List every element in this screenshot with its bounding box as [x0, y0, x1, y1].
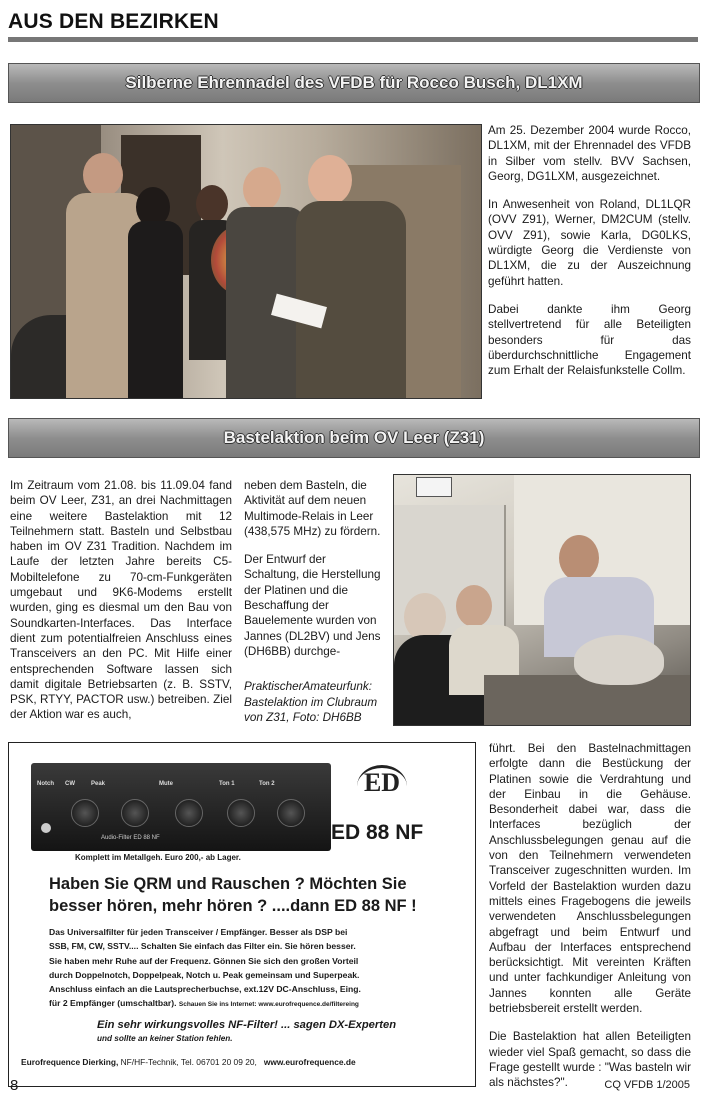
- person3-head: [196, 185, 228, 223]
- man3-head: [559, 535, 599, 581]
- ad-body-line-text: für 2 Empfänger (umschaltbar).: [49, 998, 177, 1009]
- ad-price: Komplett im Metallgeh. Euro 200,- ab Lager.: [75, 853, 241, 862]
- device-label-notch: Notch: [37, 781, 54, 787]
- section-rule: [8, 37, 698, 42]
- man2-head: [456, 585, 492, 627]
- article2-paragraph: Im Zeitraum vom 21.08. bis 11.09.04 fand beim OV Leer, Z31, an drei Nachmittagen eine weitere Bastelaktion mit 12 Teilnehmern statt. Basteln und Selbstbau haben im OV Z31 Tradition. Nachdem im Laufe der letzten Jahre bereits C5-Mobiltelefone zu 70-cm-Funkgeräten umgebaut und 9K6-Modems erstellt wurden, ging es diesmal um den Bau von Soundkarten-Interfaces. Das Interface dient zum potentialfreien Anschluss eines Transceivers an den PC. Mit Hilfe einer entsprechenden Software lassen sich damit digitale Betriebsarten (z. B. SSTV, PSK, RTYY, PACTOR usw.) betreiben. Ziel der Aktion war es auch,: [10, 479, 232, 722]
- issue-label: CQ VFDB 1/2005: [604, 1079, 690, 1091]
- device-label-ton1: Ton 1: [219, 781, 235, 787]
- article1-title: Silberne Ehrennadel des VFDB für Rocco Busch, DL1XM: [125, 73, 583, 92]
- article1-banner: [8, 63, 700, 103]
- article2-banner: [8, 418, 700, 458]
- filter-device: [31, 763, 331, 851]
- article1-text: [488, 123, 691, 391]
- article1-paragraph: Am 25. Dezember 2004 wurde Rocco, DL1XM, mit der Ehrennadel des VFDB in Silber vom stellv. BVV Sachsen, Georg, DG1LXM, ausgezeichnet.: [488, 124, 691, 183]
- article2-paragraph: neben dem Basteln, die Aktivität auf dem neuen Multimode-Relais in Leer (438,575 MHz) zu fördern.: [244, 479, 381, 538]
- article1-paragraph: In Anwesenheit von Roland, DL1LQR (OVV Z91), Werner, DM2CUM (stellv. OVV Z91), sowie Karla, DG0LKS, würdigte Georg die Verdienste von DL1XM, die zu der Auszeichnung geführt hatten.: [488, 198, 691, 288]
- knob-ton1: [227, 799, 255, 827]
- knob-notch: [71, 799, 99, 827]
- man1-head: [404, 593, 446, 641]
- ad-headline-1: Haben Sie QRM und Rauschen ? Möchten Sie: [49, 875, 407, 893]
- person1-head: [83, 153, 123, 197]
- ed-logo: ED: [357, 765, 407, 808]
- exit-sign: [416, 477, 452, 497]
- knob-mute: [175, 799, 203, 827]
- article1-paragraph: Dabei dankte ihm Georg stellvertretend für alle Beteiligten besonders für das überdurchschnittliche Engagement zum Erhalt der Relaisfunkstelle Collm.: [488, 302, 691, 378]
- article2-column1: [10, 478, 232, 736]
- knob-peak: [121, 799, 149, 827]
- person4-head: [243, 167, 281, 211]
- device-model-label: Audio-Filter ED 88 NF: [101, 835, 160, 841]
- article2-paragraph: Der Entwurf der Schaltung, die Herstellung der Platinen und die Beschaffung der Bauelemente wurden von Jannes (DL2BV) und Jens (DH6BB) durchge-: [244, 553, 381, 658]
- ad-body-line: Das Universalfilter für jeden Transceiver / Empfänger. Besser als DSP bei: [49, 927, 348, 937]
- person2-body: [128, 221, 183, 398]
- article2-title: Bastelaktion beim OV Leer (Z31): [223, 428, 485, 447]
- device-label-peak: Peak: [91, 781, 106, 787]
- workbench: [484, 675, 690, 725]
- ad-slogan-1: Ein sehr wirkungsvolles NF-Filter! ... sagen DX-Experten: [97, 1019, 397, 1031]
- ad-slogan-2: und sollte an keiner Station fehlen.: [97, 1034, 233, 1043]
- article2-column3: [489, 741, 691, 1104]
- photo-caption: PraktischerAmateurfunk: Bastelaktion im Clubraum von Z31, Foto: DH6BB: [244, 680, 378, 724]
- ad-website: www.eurofrequence.de: [263, 1057, 356, 1067]
- ad-body-line: SSB, FM, CW, SSTV.... Schalten Sie einfach das Filter ein. Sie hören besser.: [49, 941, 356, 952]
- knob-ton2: [277, 799, 305, 827]
- bald-man-head: [574, 635, 664, 685]
- ad-body: [49, 925, 361, 1013]
- person5-head: [308, 155, 352, 205]
- ad-body-line: Sie haben mehr Ruhe auf der Frequenz. Gönnen Sie sich den großen Vorteil: [49, 955, 359, 966]
- device-label-ton2: Ton 2: [259, 781, 275, 787]
- power-jack: [41, 823, 51, 833]
- page-number: 8: [10, 1077, 19, 1094]
- ad-contact: [21, 1057, 356, 1067]
- workshop-photo: [393, 474, 691, 726]
- ad-body-line: Anschluss einfach an die Lautsprecherbuchse, ext.12V DC-Anschluss, Eing.: [49, 984, 361, 995]
- ad-contact-details: NF/HF-Technik, Tel. 06701 20 09 20,: [118, 1057, 257, 1067]
- section-title: AUS DEN BEZIRKEN: [8, 10, 219, 33]
- article2-paragraph: führt. Bei den Bastelnachmittagen erfolgte dann die Bestückung der Platinen sowie die Verdrahtung und der Einbau in die Gehäuse. Besonderheit dabei war, dass die Interfaces bezüglich der Anschlussbelegungen genau auf die von den Teilnehmern verwendeten Transceiver zugeschnitten wurden. Im Vorfeld der Bastelaktion wurden dazu mittels eines Fragebogens die jeweils verwendeten Anschlussbelegungen abgefragt und beim Entwurf und Aufbau der Interfaces entsprechend berücksichtigt. Mit vereinten Kräften und unter fachkundiger Anleitung von Jannes konnten alle Geräte betriebsbereit erstellt werden.: [489, 742, 691, 1016]
- device-label-mute: Mute: [159, 781, 173, 787]
- article2-column2: [244, 478, 381, 738]
- ad-internet-line: Schauen Sie ins Internet: www.eurofrequence.de/filtereing: [178, 1001, 359, 1009]
- award-photo: [10, 124, 482, 399]
- ad-headline-2: besser hören, mehr hören ? ....dann ED 88 NF !: [49, 897, 417, 915]
- ad-company: Eurofrequence Dierking,: [21, 1057, 119, 1067]
- ad-body-line: [49, 996, 361, 1012]
- ad-product-name: ED 88 NF: [331, 821, 424, 844]
- ad-body-line: durch Doppelnotch, Doppelpeak, Notch u. Peak gemeinsam und Superpeak.: [49, 969, 360, 980]
- article2-paragraph: Die Bastelaktion hat allen Beteiligten wieder viel Spaß gemacht, so dass die Frage gestellt wurde : "Was basteln wir als nächstes?".: [489, 1030, 691, 1090]
- person5-body: [296, 201, 406, 398]
- device-label-cw: CW: [65, 781, 75, 787]
- advertisement: [8, 742, 476, 1087]
